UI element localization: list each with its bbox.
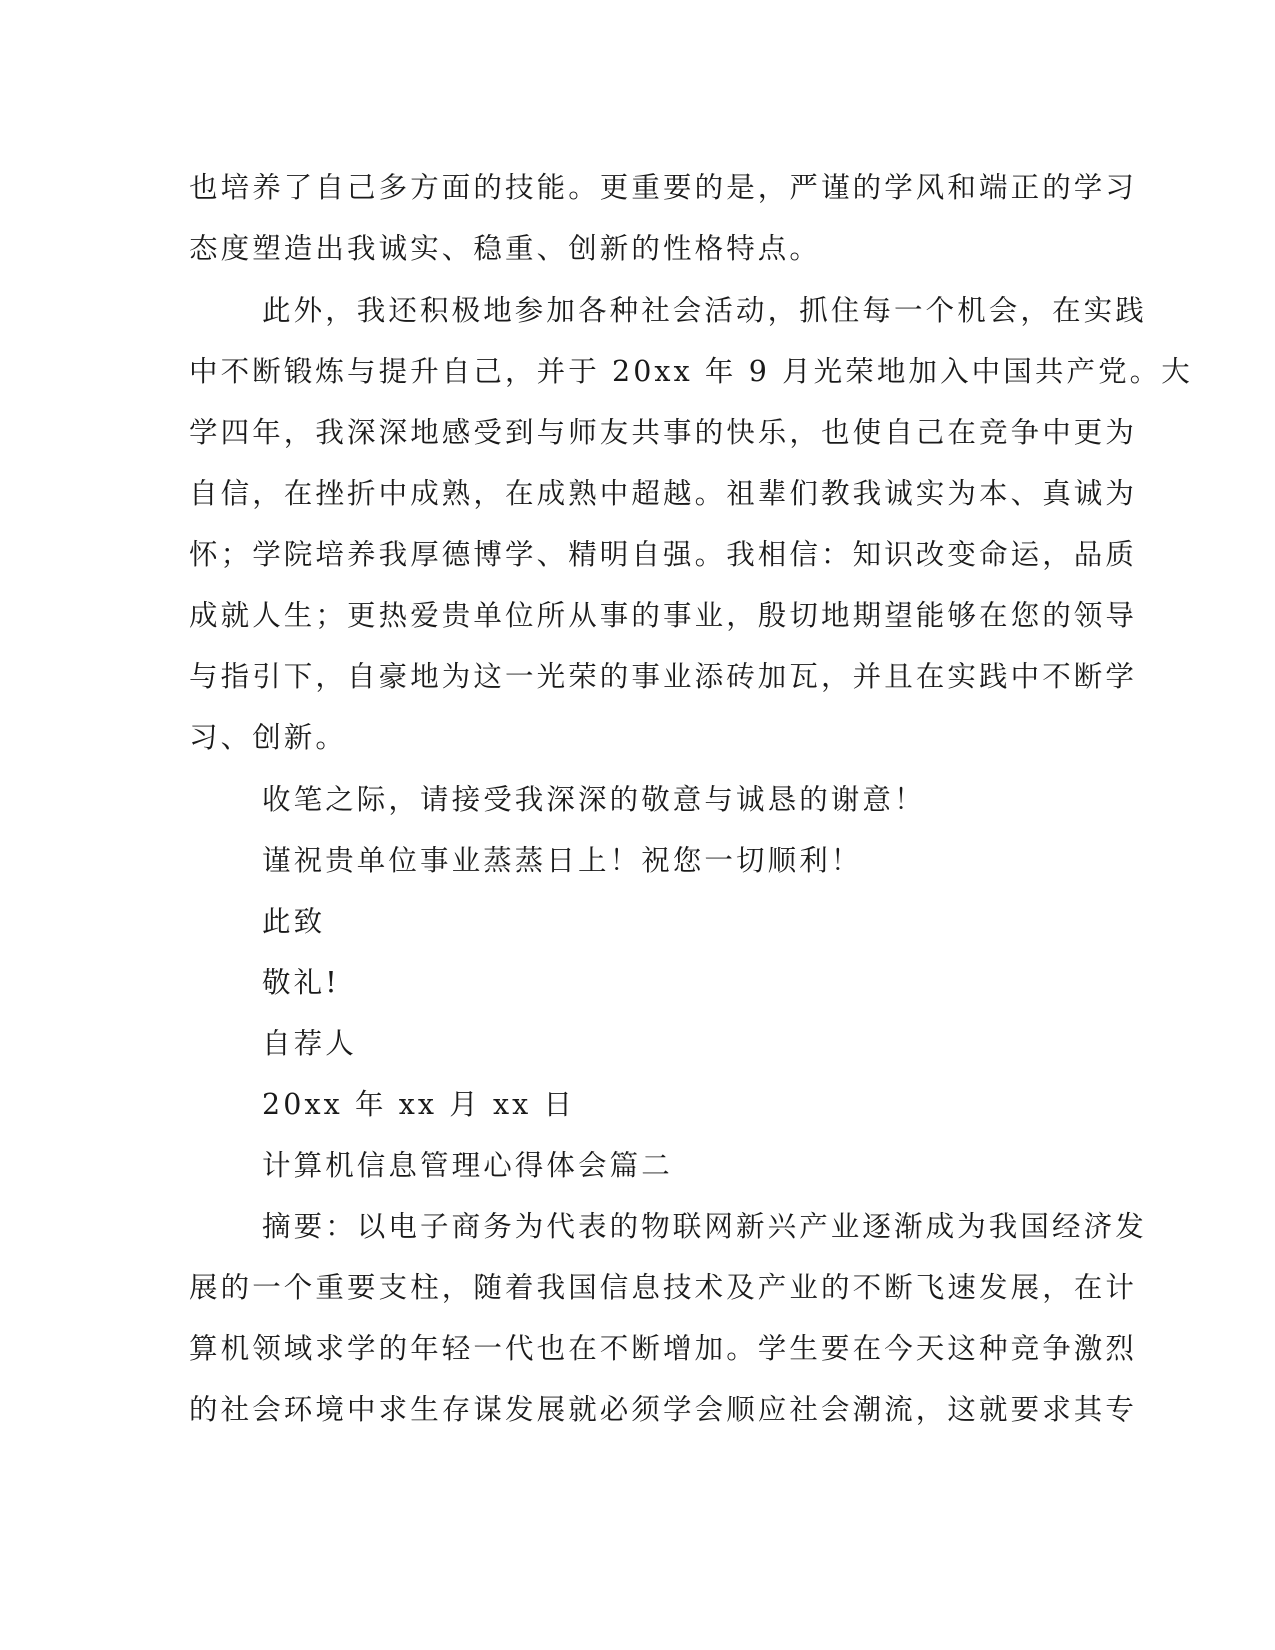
abstract-text-line: 摘要：以电子商务为代表的物联网新兴产业逐渐成为我国经济发 bbox=[262, 1210, 1147, 1243]
body-text-line: 中不断锻炼与提升自己，并于 20xx 年 9 月光荣地加入中国共产党。大 bbox=[189, 355, 1193, 388]
body-text-line: 成就人生；更热爱贵单位所从事的事业，殷切地期望能够在您的领导 bbox=[189, 599, 1138, 632]
body-text-line: 态度塑造出我诚实、稳重、创新的性格特点。 bbox=[189, 232, 822, 265]
abstract-text-line: 的社会环境中求生存谋发展就必须学会顺应社会潮流，这就要求其专 bbox=[189, 1393, 1138, 1426]
body-text-line: 怀；学院培养我厚德博学、精明自强。我相信：知识改变命运，品质 bbox=[189, 538, 1138, 571]
body-text-line: 与指引下，自豪地为这一光荣的事业添砖加瓦，并且在实践中不断学 bbox=[189, 660, 1138, 693]
closing-text-line: 谨祝贵单位事业蒸蒸日上！祝您一切顺利！ bbox=[262, 844, 863, 877]
body-text-line: 自信，在挫折中成熟，在成熟中超越。祖辈们教我诚实为本、真诚为 bbox=[189, 477, 1138, 510]
salutation-line: 此致 bbox=[262, 905, 326, 938]
section-title: 计算机信息管理心得体会篇二 bbox=[262, 1149, 673, 1182]
date-line: 20xx 年 xx 月 xx 日 bbox=[262, 1088, 576, 1121]
body-text-line: 习、创新。 bbox=[189, 721, 348, 754]
abstract-text-line: 算机领域求学的年轻一代也在不断增加。学生要在今天这种竞争激烈 bbox=[189, 1332, 1138, 1365]
abstract-text-line: 展的一个重要支柱，随着我国信息技术及产业的不断飞速发展，在计 bbox=[189, 1271, 1138, 1304]
signature-line: 自荐人 bbox=[262, 1027, 357, 1060]
salutation-line: 敬礼! bbox=[262, 966, 340, 999]
body-text-line: 此外，我还积极地参加各种社会活动，抓住每一个机会，在实践 bbox=[262, 294, 1147, 327]
body-text-line: 也培养了自己多方面的技能。更重要的是，严谨的学风和端正的学习 bbox=[189, 171, 1138, 204]
closing-text-line: 收笔之际，请接受我深深的敬意与诚恳的谢意！ bbox=[262, 783, 926, 816]
body-text-line: 学四年，我深深地感受到与师友共事的快乐，也使自己在竞争中更为 bbox=[189, 416, 1138, 449]
